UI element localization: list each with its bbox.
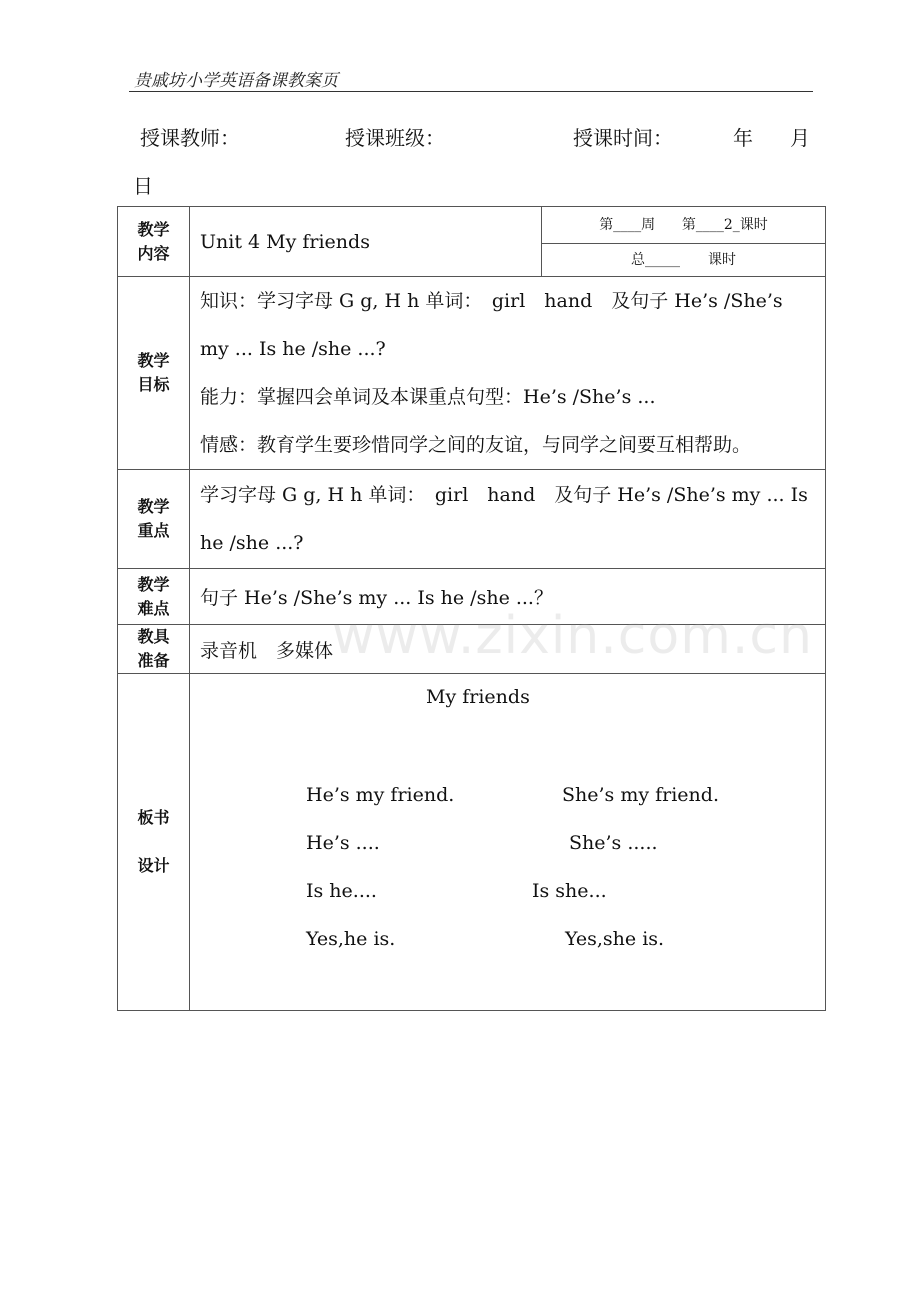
content-label: 教学 内容 [118, 207, 190, 277]
week-label: 第____周 [599, 217, 656, 233]
year-label: 年 [733, 126, 753, 150]
row-content [118, 207, 826, 244]
unit-title: Unit 4 My friends [190, 207, 542, 277]
row-key-points [118, 470, 826, 569]
key-points-content [190, 470, 826, 569]
board-left-1: He’s my friend. [306, 784, 455, 806]
difficulties-label: 教学 难点 [118, 569, 190, 625]
board-left-2: He’s .... [306, 832, 380, 854]
header-rule [129, 91, 813, 92]
key-point-line-1: 学习字母 G g, H h 单词： girl hand 及句子 He’s /She’s my ... Is [200, 484, 808, 506]
watermark: www.zixin.com.cn [332, 606, 813, 666]
objective-emotion: 情感：教育学生要珍惜同学之间的友谊，与同学之间要互相帮助。 [200, 434, 752, 456]
school-header-title: 贵戚坊小学英语备课教案页 [134, 71, 338, 91]
objective-knowledge: 知识：学习字母 G g, H h 单词： girl hand 及句子 He’s /She’s [200, 290, 783, 312]
difficulties-content: 句子 He’s /She’s my ... Is he /she ...？ [190, 569, 826, 625]
key-points-label: 教学 重点 [118, 470, 190, 569]
row-objectives [118, 277, 826, 470]
board-right-2: She’s ..... [569, 832, 658, 854]
total-lessons-cell: 总_____ 课时 [542, 244, 826, 277]
teacher-label: 授课教师： [140, 126, 240, 150]
board-content [190, 674, 826, 1011]
board-title: My friends [426, 686, 530, 708]
lesson-number: 第____2_课时 [681, 217, 768, 233]
materials-content: 录音机 多媒体 [190, 625, 826, 674]
week-lesson-cell [542, 207, 826, 244]
key-point-line-2: he /she ...? [200, 532, 304, 554]
class-label: 授课班级： [345, 126, 445, 150]
time-label: 授课时间： [573, 126, 673, 150]
board-label: 板书 设计 [118, 674, 190, 1011]
month-label: 月 [790, 126, 810, 150]
board-left-4: Yes,he is. [306, 928, 396, 950]
day-label: 日 [133, 174, 153, 198]
board-left-3: Is he.... [306, 880, 377, 902]
objectives-content [190, 277, 826, 470]
materials-label: 教具 准备 [118, 625, 190, 674]
board-right-3: Is she... [532, 880, 607, 902]
objective-knowledge-cont: my ... Is he /she ...? [200, 338, 386, 360]
objective-ability: 能力：掌握四会单词及本课重点句型：He’s /She’s ... [200, 386, 656, 408]
objectives-label: 教学 目标 [118, 277, 190, 470]
row-board [118, 674, 826, 1011]
board-right-1: She’s my friend. [562, 784, 719, 806]
board-right-4: Yes,she is. [565, 928, 665, 950]
